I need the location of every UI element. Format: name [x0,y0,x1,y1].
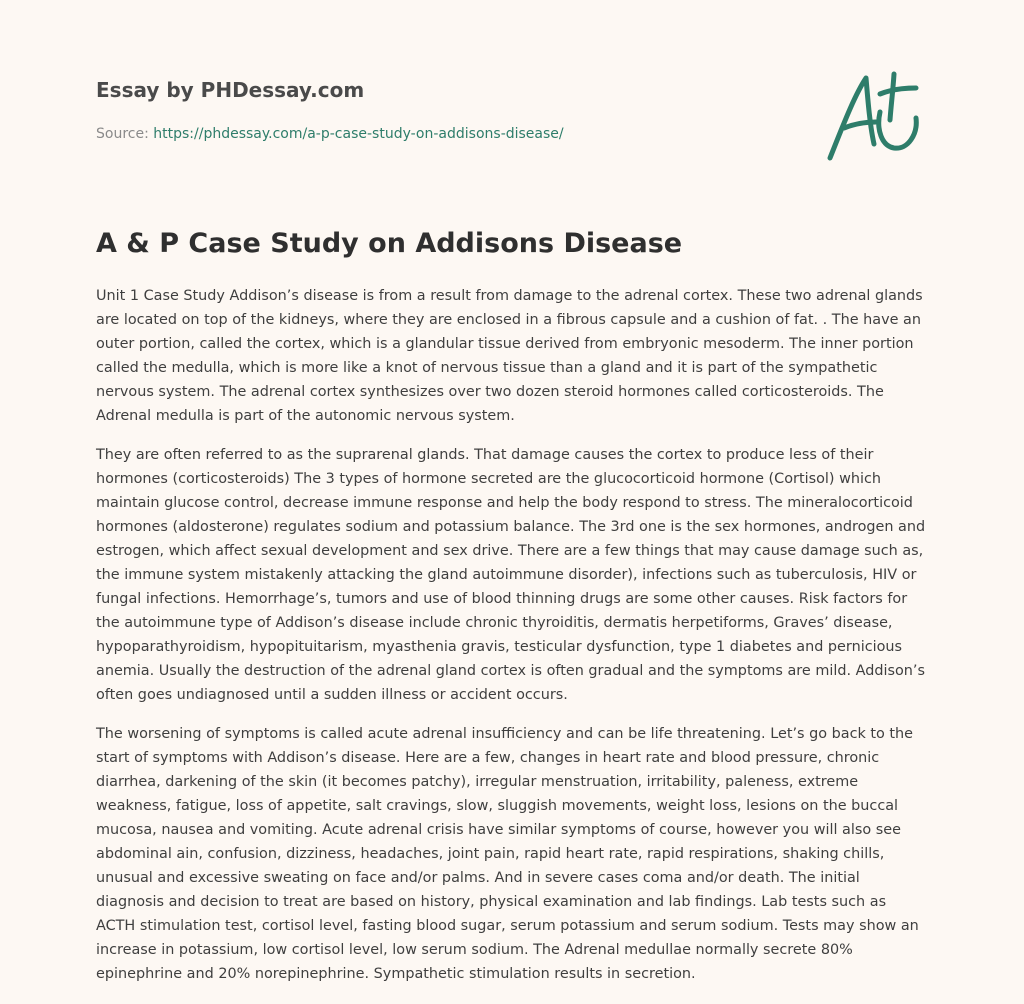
paragraph-1: Unit 1 Case Study Addison’s disease is from a result from damage to the adrenal cortex. These two adrenal glands are located on top of the kidneys, where they are enclosed in a fibrous capsule and a cushion of fat. . The have an outer portion, called the cortex, which is a glandular tissue derived from embryonic mesoderm. The inner portion called the medulla, which is more like a knot of nervous tissue than a gland and it is part of the sympathetic nervous system. The adrenal cortex synthesizes over two dozen steroid hormones called corticosteroids. The Adrenal medulla is part of the autonomic nervous system. [96,288,923,424]
source-line [96,124,796,144]
article-title: A & P Case Study on Addisons Disease [96,228,683,259]
paragraph-2: They are often referred to as the suprarenal glands. That damage causes the cortex to produce less of their hormones (corticosteroids) The 3 types of hormone secreted are the glucocorticoid hormone (Cortisol) which maintain glucose control, decrease immune response and help the body respond to stress. The mineralocorticoid hormones (aldosterone) regulates sodium and potassium balance. The 3rd one is the sex hormones, androgen and estrogen, which affect sexual development and sex drive. There are a few things that may cause damage such as, the immune system mistakenly attacking the gland autoimmune disorder), infections such as tuberculosis, HIV or fungal infections. Hemorrhage’s, tumors and use of blood thinning drugs are some other causes. Risk factors for the autoimmune type of Addison’s disease include chronic thyroiditis, dermatis herpetiforms, Graves’ disease, hypoparathyroidism, hypopituitarism, myasthenia gravis, testicular dysfunction, type 1 diabetes and pernicious anemia. Usually the destruction of the adrenal gland cortex is often gradual and the symptoms are mild. Addison’s often goes undiagnosed until a sudden illness or accident occurs. [96,447,926,703]
paragraph-3: The worsening of symptoms is called acute adrenal insufficiency and can be life threatening. Let’s go back to the start of symptoms with Addison’s disease. Here are a few, changes in heart rate and blood pressure, chronic diarrhea, darkening of the skin (it becomes patchy), irregular menstruation, irritability, paleness, extreme weakness, fatigue, loss of appetite, salt cravings, slow, sluggish movements, weight loss, lesions on the buccal mucosa, nausea and vomiting. Acute adrenal crisis have similar symptoms of course, however you will also see abdominal ain, confusion, dizziness, headaches, joint pain, rapid heart rate, rapid respirations, shaking chills, unusual and excessive sweating on face and/or palms. And in severe cases coma and/or death. The initial diagnosis and decision to treat are based on history, physical examination and lab findings. Lab tests such as ACTH stimulation test, cortisol level, fasting blood sugar, serum potassium and serum sodium. Tests may show an increase in potassium, low cortisol level, low serum sodium. The Adrenal medullae normally secrete 80% epinephrine and 20% norepinephrine. Sympathetic stimulation results in secretion. [96,726,919,982]
source-link[interactable]: https://phdessay.com/a-p-case-study-on-addisons-disease/ [153,126,564,142]
a-plus-logo-icon [820,68,930,168]
article-body [96,284,928,1001]
page-header [96,76,796,144]
site-brand: Essay by PHDessay.com [96,78,365,102]
source-label: Source: [96,126,154,142]
